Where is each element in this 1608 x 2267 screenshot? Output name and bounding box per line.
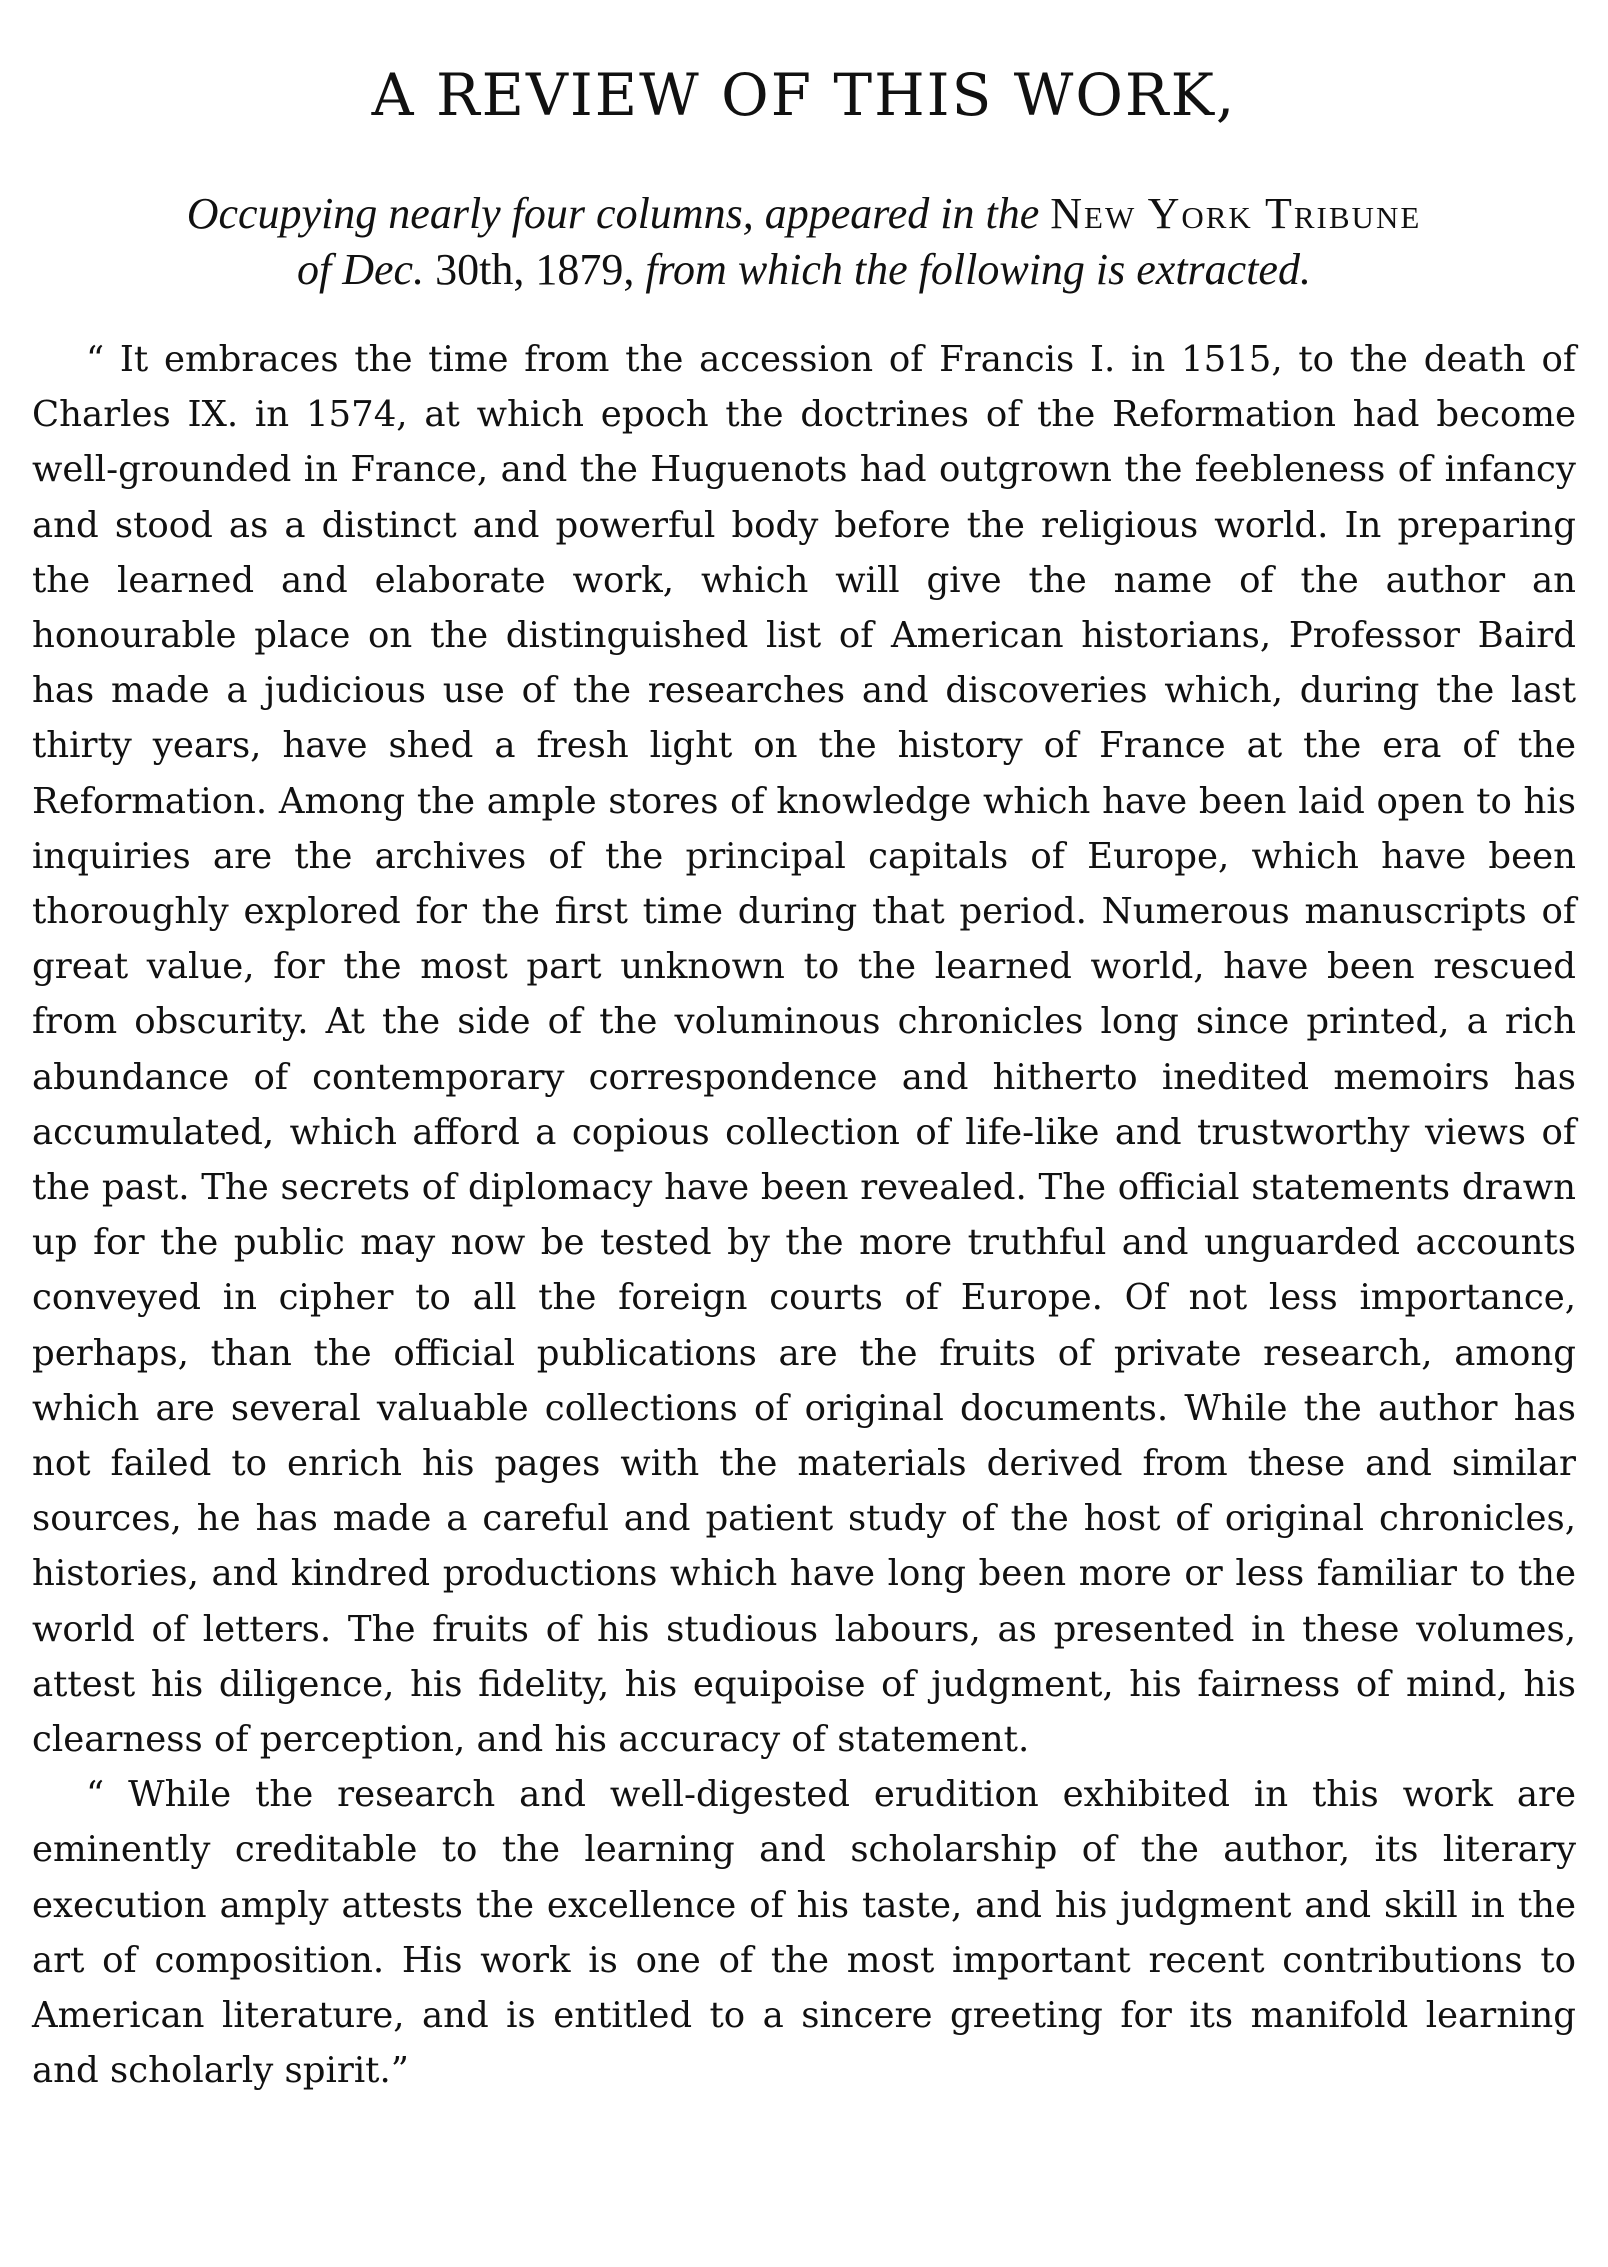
body-paragraph-2: “ While the research and well-digested erudition exhibited in this work are eminently creditable to the learning and scholarship of the author, its literary execution amply attests the excellence of his taste, and his judgment and skill in the art of composition. His work is one of the most important recent contributions to American literature, and is entitled to a sincere greeting for its manifold learning and scholarly spirit.”: [32, 1774, 1576, 2092]
newspaper-name: New York Tribune: [1050, 189, 1422, 238]
subtitle-date: 30th, 1879,: [435, 245, 635, 294]
subtitle: [32, 186, 1576, 298]
page-title: A REVIEW OF THIS WORK,: [371, 61, 1237, 129]
subtitle-intro: Occupying nearly four columns, appeared in the: [186, 189, 1051, 238]
document-page: [32, 30, 1576, 2099]
body-paragraph-1: “ It embraces the time from the accession of Francis I. in 1515, to the death of Charles IX. in 1574, at which epoch the doctrines of the Reformation had become well-grounded in France, and the Huguenots had outgrown the feebleness of infancy and stood as a distinct and powerful body before the religious world. In preparing the learned and elaborate work, which will give the name of the author an honourable place on the distinguished list of American historians, Professor Baird has made a judicious use of the researches and discoveries which, during the last thirty years, have shed a fresh light on the history of France at the era of the Reformation. Among the ample stores of knowledge which have been laid open to his inquiries are the archives of the principal capitals of Europe, which have been thoroughly explored for the first time during that period. Numerous manuscripts of great value, for the most part unknown to the learned world, have been rescued from obscurity. At the side of the voluminous chronicles long since printed, a rich abundance of contemporary correspondence and hitherto inedited memoirs has accumulated, which afford a copious collection of life-like and trustworthy views of the past. The secrets of diplomacy have been revealed. The official statements drawn up for the public may now be tested by the more truthful and unguarded accounts conveyed in cipher to all the foreign courts of Europe. Of not less importance, perhaps, than the official publications are the fruits of private research, among which are several valuable collections of original documents. While the author has not failed to enrich his pages with the materials derived from these and similar sources, he has made a careful and patient study of the host of original chronicles, histories, and kindred productions which have long been more or less familiar to the world of letters. The fruits of his studious labours, as presented in these volumes, attest his diligence, his fidelity, his equipoise of judgment, his fairness of mind, his clearness of perception, and his accuracy of statement.: [32, 339, 1576, 1761]
subtitle-date-prefix: of Dec.: [297, 245, 436, 294]
subtitle-outro: from which the following is extracted.: [634, 245, 1311, 294]
